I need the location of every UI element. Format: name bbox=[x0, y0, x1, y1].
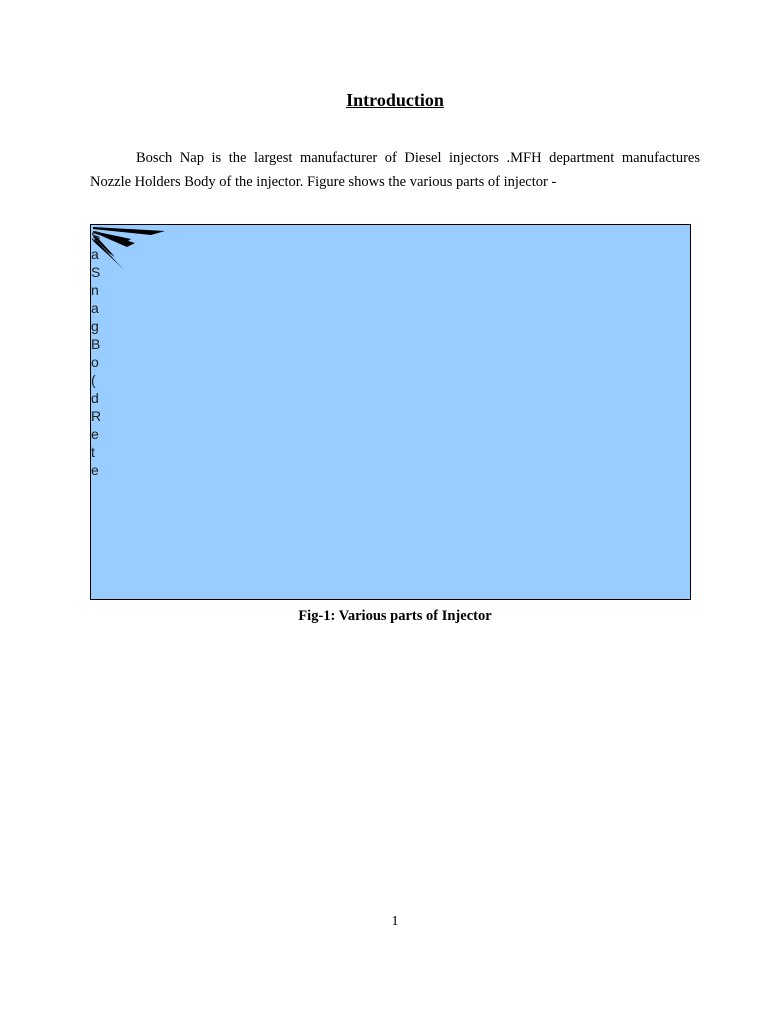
figure-label: d bbox=[91, 390, 99, 406]
figure-label: e bbox=[91, 462, 99, 478]
figure-label: e bbox=[91, 426, 99, 442]
figure-caption: Fig-1: Various parts of Injector bbox=[298, 608, 492, 624]
injector-figure bbox=[90, 224, 691, 600]
figure-label: t bbox=[91, 444, 95, 460]
leader-lines bbox=[91, 225, 690, 599]
figure-labels bbox=[91, 227, 105, 479]
figure-label: o bbox=[91, 354, 99, 370]
figure-label: ( bbox=[91, 372, 96, 388]
page-number: 1 bbox=[391, 914, 399, 929]
figure-label: a bbox=[91, 300, 99, 316]
figure-label: R bbox=[91, 408, 102, 424]
page-title: Introduction bbox=[346, 90, 444, 110]
figure-label: S bbox=[91, 264, 101, 280]
figure-label: S bbox=[91, 228, 101, 244]
figure-label: B bbox=[91, 336, 101, 352]
figure-label: n bbox=[91, 282, 99, 298]
figure-label: a bbox=[91, 246, 99, 262]
figure-label: g bbox=[91, 318, 99, 334]
intro-paragraph: Bosch Nap is the largest manufacturer of Diesel injectors .MFH department manufactures Nozzle Holders Body of the injector. Figure shows the various parts of injector - bbox=[90, 150, 700, 190]
